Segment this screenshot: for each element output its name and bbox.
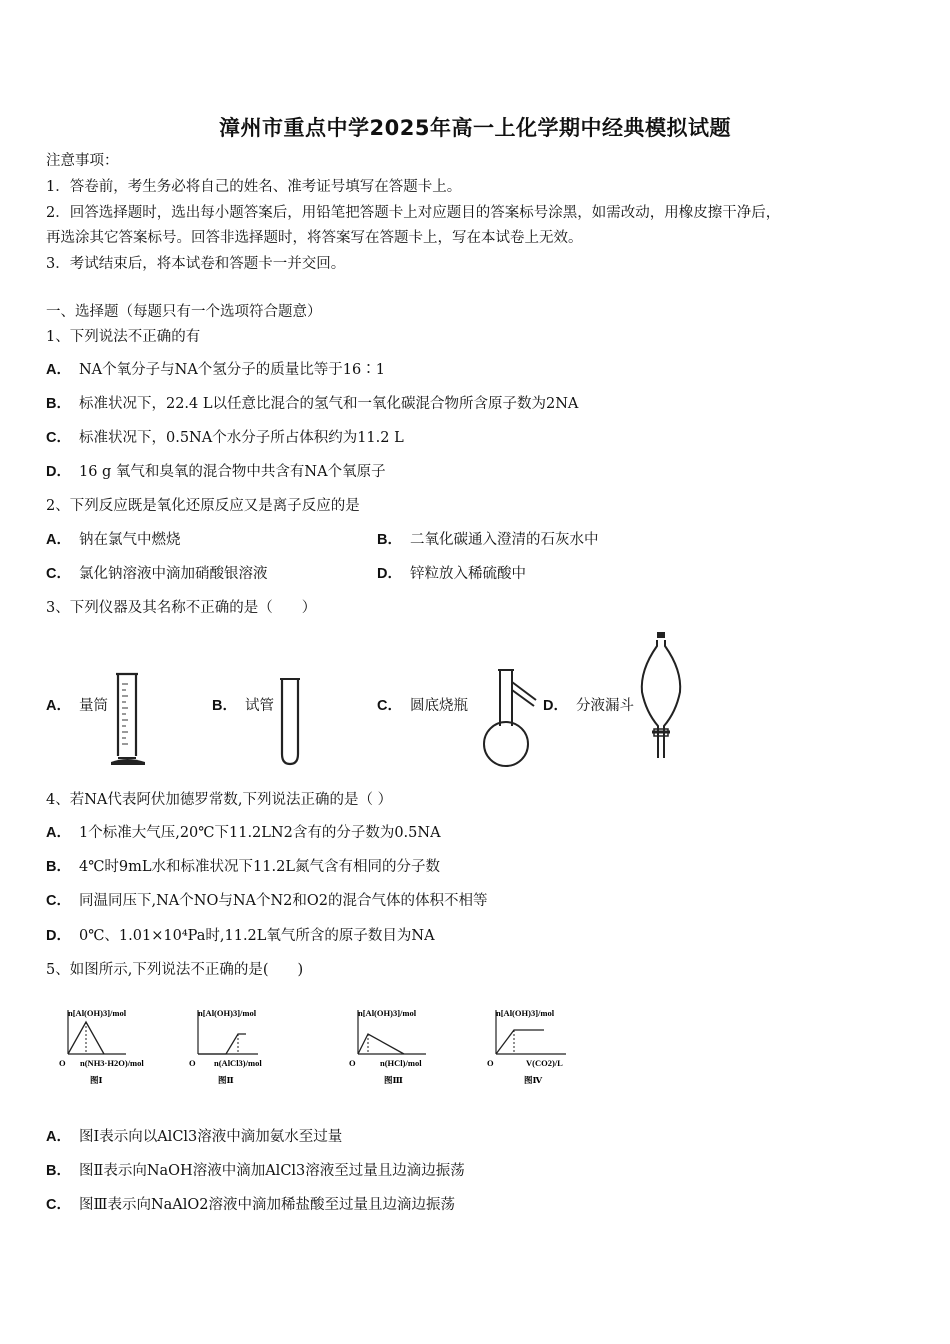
graph-caption: 图Ⅲ	[384, 1075, 403, 1085]
section-heading: 一、选择题（每题只有一个选项符合题意）	[46, 304, 322, 320]
y-axis-label: n[Al(OH)3]/mol	[496, 1008, 555, 1018]
origin-label: O	[349, 1058, 356, 1068]
notice-item: 1．答卷前，考生务必将自己的姓名、准考证号填写在答题卡上。	[46, 179, 462, 195]
separatory-funnel-figure	[636, 630, 686, 768]
option-a: A． NA个氧分子与NA个氢分子的质量比等于16∶1	[46, 362, 385, 378]
x-axis-label: n(NH3·H2O)/mol	[80, 1058, 144, 1068]
x-axis-label: n(HCl)/mol	[380, 1058, 422, 1068]
notice-item: 3．考试结束后，将本试卷和答题卡一并交回。	[46, 256, 346, 272]
question-stem: 5、如图所示,下列说法不正确的是( )	[46, 962, 304, 978]
option-b: B． 二氧化碳通入澄清的石灰水中	[377, 532, 599, 548]
option-d: D． 锌粒放入稀硫酸中	[377, 566, 526, 582]
option-b: B． 试管	[212, 698, 274, 714]
round-bottom-flask-figure	[470, 666, 548, 768]
option-a: A． 量筒	[46, 698, 108, 714]
graduated-cylinder-figure	[108, 670, 150, 768]
option-c: C． 氯化钠溶液中滴加硝酸银溶液	[46, 566, 268, 582]
option-d: D． 16 g 氧气和臭氧的混合物中共含有NA个氧原子	[46, 464, 386, 480]
question-stem: 2、下列反应既是氧化还原反应又是离子反应的是	[46, 498, 360, 514]
graph-caption: 图Ⅰ	[90, 1075, 103, 1085]
question-stem: 1、下列说法不正确的有	[46, 329, 201, 345]
option-d: D． 0℃、1.01×10⁴Pa时,11.2L氧气所含的原子数目为NA	[46, 928, 435, 944]
notice-item: 再选涂其它答案标号。回答非选择题时，将答案写在答题卡上，写在本试卷上无效。	[46, 230, 583, 246]
notice-heading: 注意事项：	[46, 153, 119, 169]
graph-caption: 图Ⅳ	[524, 1075, 543, 1085]
option-b: B． 标准状况下，22.4 L以任意比混合的氢气和一氧化碳混合物所含原子数为2NA	[46, 396, 579, 412]
option-c: C． 同温同压下,NA个NO与NA个N2和O2的混合气体的体积不相等	[46, 893, 488, 909]
option-b: B． 图Ⅱ表示向NaOH溶液中滴加AlCl3溶液至过量且边滴边振荡	[46, 1163, 465, 1179]
origin-label: O	[59, 1058, 66, 1068]
x-axis-label: n(AlCl3)/mol	[214, 1058, 262, 1068]
graph-4	[484, 1004, 604, 1088]
y-axis-label: n[Al(OH)3]/mol	[358, 1008, 417, 1018]
question-stem: 3、下列仪器及其名称不正确的是（ ）	[46, 600, 317, 616]
option-a: A． 1个标准大气压,20℃下11.2LN2含有的分子数为0.5NA	[46, 825, 441, 841]
option-c: C． 标准状况下，0.5NA个水分子所占体积约为11.2 L	[46, 430, 404, 446]
graph-caption: 图Ⅱ	[218, 1075, 234, 1085]
option-a: A． 图Ⅰ表示向以AlCl3溶液中滴加氨水至过量	[46, 1129, 343, 1145]
y-axis-label: n[Al(OH)3]/mol	[68, 1008, 127, 1018]
y-axis-label: n[Al(OH)3]/mol	[198, 1008, 257, 1018]
page-title: 漳州市重点中学2025年高一上化学期中经典模拟试题	[219, 116, 731, 140]
graph-1	[56, 1004, 176, 1088]
x-axis-label: V(CO2)/L	[526, 1058, 563, 1068]
graph-2	[186, 1004, 306, 1088]
origin-label: O	[487, 1058, 494, 1068]
option-d: D． 分液漏斗	[543, 698, 634, 714]
option-c: C． 图Ⅲ表示向NaAlO2溶液中滴加稀盐酸至过量且边滴边振荡	[46, 1197, 456, 1213]
question-stem: 4、若NA代表阿伏加德罗常数,下列说法正确的是（ ）	[46, 792, 393, 808]
test-tube-figure	[277, 676, 303, 768]
notice-item: 2．回答选择题时，选出每小题答案后，用铅笔把答题卡上对应题目的答案标号涂黑，如需改动，用橡皮擦干净后，	[46, 205, 781, 221]
option-a: A． 钠在氯气中燃烧	[46, 532, 181, 548]
origin-label: O	[189, 1058, 196, 1068]
graph-3	[346, 1004, 466, 1088]
option-c: C． 圆底烧瓶	[377, 698, 468, 714]
option-b: B． 4℃时9mL水和标准状况下11.2L氮气含有相同的分子数	[46, 859, 440, 875]
